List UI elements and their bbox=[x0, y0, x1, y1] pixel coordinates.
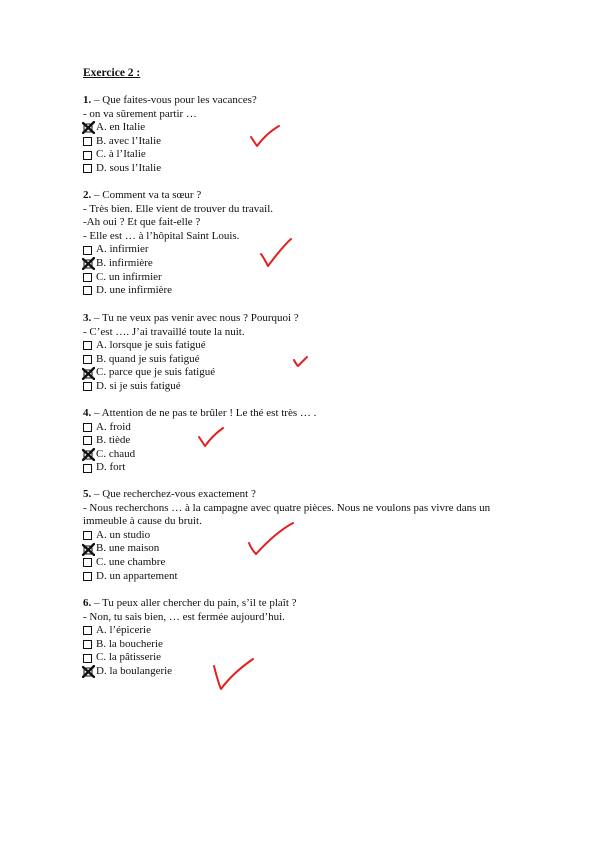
question-prompt bbox=[83, 488, 523, 502]
checkbox-checked[interactable] bbox=[83, 259, 92, 268]
x-mark-icon bbox=[82, 543, 95, 556]
question-1 bbox=[83, 94, 523, 176]
x-mark-icon bbox=[82, 448, 95, 461]
answer-option[interactable] bbox=[83, 421, 523, 435]
question-text: – Attention de ne pas te brûler ! Le thé est très … . bbox=[91, 407, 317, 419]
answer-option[interactable] bbox=[83, 434, 523, 448]
check-mark-icon bbox=[248, 124, 282, 150]
checkbox-checked[interactable] bbox=[83, 667, 92, 676]
answer-option[interactable] bbox=[83, 271, 523, 285]
question-6 bbox=[83, 597, 523, 679]
dialogue-line: - Très bien. Elle vient de trouver du travail. bbox=[83, 202, 274, 215]
exercise-title: Exercice 2 : bbox=[83, 67, 141, 79]
checkbox[interactable] bbox=[83, 382, 92, 391]
answer-option[interactable] bbox=[83, 542, 523, 556]
question-text: – Que faites-vous pour les vacances? bbox=[91, 94, 257, 106]
dialogue-line: - Elle est … à l’hôpital Saint Louis. bbox=[83, 229, 240, 242]
answer-option[interactable] bbox=[83, 448, 523, 462]
answer-option[interactable] bbox=[83, 284, 523, 298]
checkbox[interactable] bbox=[83, 286, 92, 295]
option-label: C. chaud bbox=[96, 447, 136, 460]
checkbox[interactable] bbox=[83, 572, 92, 581]
question-text: – Tu peux aller chercher du pain, s’il te plaît ? bbox=[91, 597, 297, 609]
question-prompt bbox=[83, 312, 523, 326]
option-label: B. infirmière bbox=[96, 256, 153, 269]
x-mark-icon bbox=[82, 665, 95, 678]
answer-option[interactable] bbox=[83, 624, 523, 638]
checkbox[interactable] bbox=[83, 355, 92, 364]
question-prompt bbox=[83, 407, 523, 421]
question-3 bbox=[83, 312, 523, 394]
answer-option[interactable] bbox=[83, 529, 523, 543]
question-prompt bbox=[83, 597, 523, 611]
answer-option[interactable] bbox=[83, 556, 523, 570]
option-label: B. une maison bbox=[96, 542, 160, 555]
question-number: 3. bbox=[83, 312, 92, 324]
option-label: C. la pâtisserie bbox=[96, 651, 162, 664]
checkbox[interactable] bbox=[83, 137, 92, 146]
dialogue-line: - C’est …. J’ai travaillé toute la nuit. bbox=[83, 325, 245, 338]
option-label: A. froid bbox=[96, 420, 131, 433]
answer-option[interactable] bbox=[83, 461, 523, 475]
option-label: D. la boulangerie bbox=[96, 664, 173, 677]
question-prompt bbox=[83, 94, 523, 108]
option-label: C. à l’Italie bbox=[96, 148, 146, 161]
checkbox-checked[interactable] bbox=[83, 545, 92, 554]
question-number: 6. bbox=[83, 597, 92, 609]
option-label: A. un studio bbox=[96, 528, 151, 541]
check-mark-icon bbox=[292, 355, 310, 369]
answer-option[interactable] bbox=[83, 651, 523, 665]
answer-option[interactable] bbox=[83, 121, 523, 135]
answer-option[interactable] bbox=[83, 162, 523, 176]
option-label: B. avec l’Italie bbox=[96, 134, 162, 147]
dialogue-line: -Ah oui ? Et que fait-elle ? bbox=[83, 216, 201, 229]
checkbox-checked[interactable] bbox=[83, 123, 92, 132]
dialogue-line: - Non, tu sais bien, … est fermée aujourd’hui. bbox=[83, 610, 285, 623]
option-label: B. tiède bbox=[96, 434, 131, 447]
option-label: B. quand je suis fatigué bbox=[96, 352, 200, 365]
x-mark-icon bbox=[82, 257, 95, 270]
question-text: – Que recherchez-vous exactement ? bbox=[91, 488, 256, 500]
option-label: D. sous l’Italie bbox=[96, 161, 162, 174]
question-number: 2. bbox=[83, 189, 92, 201]
checkbox[interactable] bbox=[83, 558, 92, 567]
option-label: C. une chambre bbox=[96, 555, 166, 568]
checkbox[interactable] bbox=[83, 273, 92, 282]
option-label: D. une infirmière bbox=[96, 284, 173, 297]
option-label: D. si je suis fatigué bbox=[96, 379, 181, 392]
answer-option[interactable] bbox=[83, 380, 523, 394]
check-mark-icon bbox=[210, 656, 256, 692]
answer-option[interactable] bbox=[83, 243, 523, 257]
question-number: 4. bbox=[83, 407, 92, 419]
question-4 bbox=[83, 407, 523, 475]
checkbox-checked[interactable] bbox=[83, 369, 92, 378]
checkbox[interactable] bbox=[83, 436, 92, 445]
checkbox[interactable] bbox=[83, 151, 92, 160]
option-label: A. l’épicerie bbox=[96, 624, 151, 637]
option-label: D. un appartement bbox=[96, 569, 178, 582]
question-number: 5. bbox=[83, 488, 92, 500]
check-mark-icon bbox=[196, 426, 226, 450]
question-2 bbox=[83, 189, 523, 298]
check-mark-icon bbox=[258, 237, 294, 269]
checkbox[interactable] bbox=[83, 531, 92, 540]
checkbox[interactable] bbox=[83, 341, 92, 350]
option-label: A. lorsque je suis fatigué bbox=[96, 339, 206, 352]
checkbox-checked[interactable] bbox=[83, 450, 92, 459]
dialogue-line: - Nous recherchons … à la campagne avec quatre pièces. Nous ne voulons pas vivre dans un immeuble à cause du bruit. bbox=[83, 501, 491, 528]
question-prompt bbox=[83, 189, 523, 203]
x-mark-icon bbox=[82, 121, 95, 134]
checkbox[interactable] bbox=[83, 654, 92, 663]
question-number: 1. bbox=[83, 94, 92, 106]
x-mark-icon bbox=[82, 367, 95, 380]
checkbox[interactable] bbox=[83, 423, 92, 432]
question-text: – Tu ne veux pas venir avec nous ? Pourquoi ? bbox=[91, 312, 299, 324]
answer-option[interactable] bbox=[83, 148, 523, 162]
answer-option[interactable] bbox=[83, 135, 523, 149]
checkbox[interactable] bbox=[83, 246, 92, 255]
dialogue-line: - on va sûrement partir … bbox=[83, 107, 197, 120]
question-5 bbox=[83, 488, 523, 583]
option-label: C. un infirmier bbox=[96, 270, 162, 283]
checkbox[interactable] bbox=[83, 164, 92, 173]
check-mark-icon bbox=[246, 521, 296, 557]
option-label: A. infirmier bbox=[96, 243, 149, 256]
answer-option[interactable] bbox=[83, 638, 523, 652]
option-label: B. la boucherie bbox=[96, 637, 163, 650]
answer-option[interactable] bbox=[83, 570, 523, 584]
checkbox[interactable] bbox=[83, 626, 92, 635]
checkbox[interactable] bbox=[83, 640, 92, 649]
answer-option[interactable] bbox=[83, 339, 523, 353]
question-text: – Comment va ta sœur ? bbox=[91, 189, 202, 201]
checkbox[interactable] bbox=[83, 464, 92, 473]
answer-option[interactable] bbox=[83, 257, 523, 271]
option-label: C. parce que je suis fatigué bbox=[96, 366, 216, 379]
option-label: D. fort bbox=[96, 461, 126, 474]
option-label: A. en Italie bbox=[96, 121, 146, 134]
answer-option[interactable] bbox=[83, 665, 523, 679]
